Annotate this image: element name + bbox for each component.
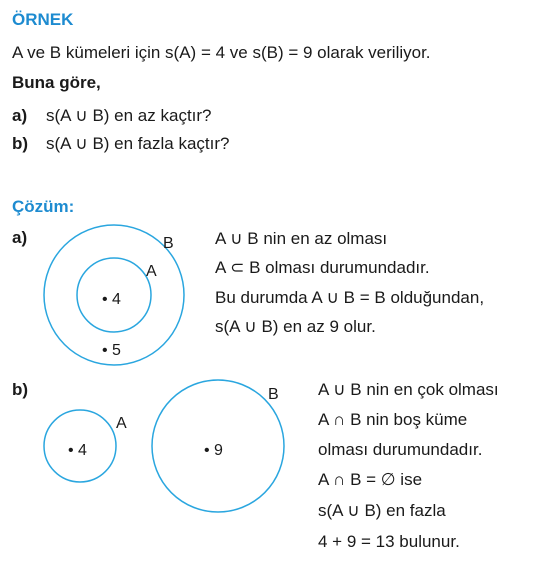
large-value-b: • 9 bbox=[204, 442, 223, 459]
question-a-label: a) bbox=[12, 106, 28, 125]
part-a-line-1: A ∪ B nin en az olması bbox=[215, 229, 388, 248]
set-a-label-b: A bbox=[116, 415, 127, 432]
solution-heading: Çözüm: bbox=[12, 197, 75, 216]
part-b-label: b) bbox=[12, 380, 29, 399]
part-b-line-4: A ∩ B = ∅ ise bbox=[318, 470, 423, 489]
part-a-line-3: Bu durumda A ∪ B = B olduğundan, bbox=[215, 288, 485, 307]
part-a-line-4: s(A ∪ B) en az 9 olur. bbox=[215, 317, 376, 336]
question-b-text: s(A ∪ B) en fazla kaçtır? bbox=[46, 134, 230, 153]
question-a-text: s(A ∪ B) en az kaçtır? bbox=[46, 106, 212, 125]
set-a-label-a: A bbox=[146, 263, 157, 280]
part-b-line-2: A ∩ B nin boş küme bbox=[318, 410, 468, 429]
set-b-label-b: B bbox=[268, 386, 279, 403]
part-b-line-6: 4 + 9 = 13 bulunur. bbox=[318, 532, 460, 551]
part-b-line-1: A ∪ B nin en çok olması bbox=[318, 380, 499, 399]
small-value-b: • 4 bbox=[68, 442, 87, 459]
outer-value-a: • 5 bbox=[102, 342, 121, 359]
part-a-label: a) bbox=[12, 228, 28, 247]
part-b-line-3: olması durumundadır. bbox=[318, 440, 483, 459]
inner-value-a: • 4 bbox=[102, 291, 121, 308]
question-b-label: b) bbox=[12, 134, 29, 153]
part-b-line-5: s(A ∪ B) en fazla bbox=[318, 501, 446, 520]
set-b-label-a: B bbox=[163, 235, 174, 252]
example-statement: A ve B kümeleri için s(A) = 4 ve s(B) = 9 olarak veriliyor. bbox=[12, 43, 431, 62]
example-heading: ÖRNEK bbox=[12, 10, 74, 29]
example-prompt: Buna göre, bbox=[12, 73, 101, 92]
part-a-line-2: A ⊂ B olması durumundadır. bbox=[215, 258, 430, 277]
